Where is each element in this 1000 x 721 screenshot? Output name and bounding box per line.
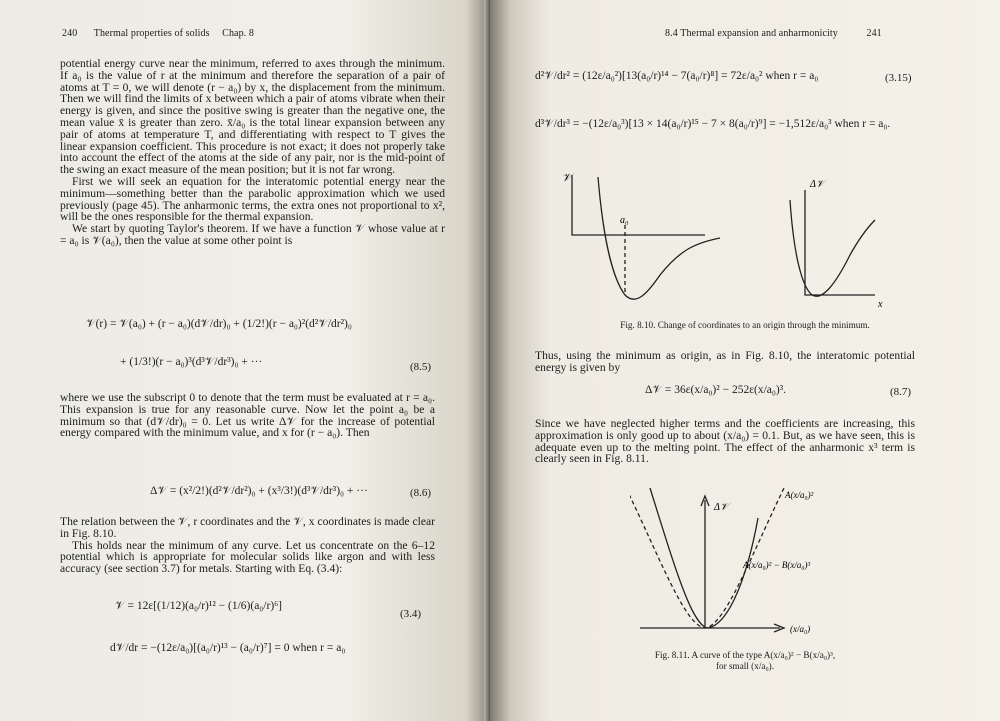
- fig-8-11: [630, 478, 890, 643]
- fig-8-10-shifted-curve: [790, 200, 875, 296]
- left-page: [0, 0, 490, 721]
- left-chapter: Chap. 8: [222, 28, 254, 39]
- fig-8-10-left-axis: [572, 175, 705, 235]
- fig-8-11-y-label: Δ𝒱: [714, 502, 729, 513]
- right-running-head: [665, 28, 882, 39]
- fig-8-10-minimum-label: a₀: [620, 215, 629, 226]
- fig-8-10: [550, 165, 910, 315]
- fig-8-11-caption-line1: Fig. 8.11. A curve of the type A(x/a₀)² − B(x/a₀)³,: [654, 650, 836, 660]
- right-running-title: Thermal expansion and anharmonicity: [680, 28, 838, 39]
- fig-8-10-x-label: x: [878, 299, 883, 310]
- fig-8-10-left-axis-label: 𝒱: [562, 172, 572, 184]
- eq-3-4: 𝒱 = 12ε[(1/12)(a₀/r)¹² − (1/6)(a₀/r)⁶]: [115, 600, 282, 612]
- left-paragraph-3: We start by quoting Taylor's theorem. If we have a function 𝒱 whose value at r = a₀ is 𝒱(a₀), then the value at some other point is: [60, 222, 445, 247]
- eq-8-6-number: (8.6): [410, 487, 432, 499]
- left-page-number: 240: [62, 28, 78, 39]
- eq-3-15-number: (3.15): [885, 72, 912, 84]
- fig-8-11-curve-parabola: [630, 488, 784, 628]
- eq-third-derivative: d³𝒱/dr³ = −(12ε/a₀³)[13 × 14(a₀/r)¹⁵ − 7 × 8(a₀/r)⁹] = −1,512ε/a₀³ when r = a₀.: [535, 118, 891, 130]
- left-paragraph-4: where we use the subscript 0 to denote that the term must be evaluated at r = a₀. This expansion is true for any reasonable curve. Now let the point a₀ be a minimum so that (d𝒱/dr)₀ = 0. Let us write Δ𝒱 for the increase of potential energy compared with the minimum value, and x for (r − a₀). Then: [60, 391, 435, 440]
- fig-8-11-caption: [595, 650, 895, 671]
- left-body-top: [60, 58, 445, 247]
- eq-8-7: Δ𝒱 = 36ε(x/a₀)² − 252ε(x/a₀)³.: [645, 384, 787, 396]
- left-paragraph-2: First we will seek an equation for the interatomic potential energy near the minimum—something better than the parabolic approximation which we used previously (page 45). The anharmonic terms, the extra ones not proportional to x², will be the ones responsible for the thermal expansion.: [60, 174, 445, 224]
- fig-8-11-curve-anharmonic: [650, 488, 758, 628]
- left-body-bottom: [60, 516, 435, 575]
- left-paragraph-1: potential energy curve near the minimum, referred to axes through the minimum. If a₀ is the value of r at the minimum and therefore the separation of a pair of atoms at T = 0, we will denote (r − a₀) by x, the displacement from the minimum. Then we will find the limits of x between which a pair of atoms vibrate when their energy is given, and since the positive swing is greater than the negative one, the mean value x̄ is greater than zero. x̄/a₀ is the total linear expansion between any pair of atoms at temperature T, and differentiating with respect to T gives the linear expansion coefficient. This procedure is not exact; it does not properly take into account the effect of the atoms at the side of any pair, nor is the mid-point of the swing an exact measure of the mean position; but it is not far wrong.: [60, 57, 445, 177]
- fig-8-11-curve-ab-label: A(x/a₀)² − B(x/a₀)³: [743, 560, 811, 570]
- left-running-title: Thermal properties of solids: [93, 28, 210, 39]
- fig-8-11-curve-a-label: A(x/a₀)²: [785, 490, 814, 500]
- left-paragraph-6: This holds near the minimum of any curve. Let us concentrate on the 6–12 potential which is appropriate for molecular solids like argon and with less accuracy (see section 3.7) for metals. Starting with Eq. (3.4):: [60, 538, 435, 576]
- right-body-1: [535, 350, 915, 374]
- fig-8-11-x-label: (x/a₀): [790, 624, 811, 634]
- eq-8-7-number: (8.7): [890, 386, 912, 398]
- eq-8-5-line1: 𝒱(r) = 𝒱(a₀) + (r − a₀)(d𝒱/dr)₀ + (1/2!)(r − a₀)²(d²𝒱/dr²)₀: [86, 318, 352, 330]
- fig-8-10-caption: Fig. 8.10. Change of coordinates to an origin through the minimum.: [620, 320, 870, 330]
- eq-8-5-number: (8.5): [410, 361, 432, 373]
- left-running-head: [62, 28, 254, 39]
- fig-8-10-potential-curve: [598, 177, 720, 299]
- right-paragraph-1: Thus, using the minimum as origin, as in Fig. 8.10, the interatomic potential energy is given by: [535, 349, 915, 374]
- left-body-middle: [60, 392, 435, 439]
- left-paragraph-5: The relation between the 𝒱, r coordinates and the 𝒱, x coordinates is made clear in Fig. 8.10.: [60, 515, 435, 540]
- fig-8-10-right-axis-label: Δ𝒱: [810, 179, 825, 190]
- fig-8-10-right-axis: [805, 190, 875, 295]
- eq-3-15: d²𝒱/dr² = (12ε/a₀²)[13(a₀/r)¹⁴ − 7(a₀/r)⁸] = 72ε/a₀² when r = a₀: [535, 70, 819, 82]
- right-body-2: [535, 418, 915, 465]
- right-paragraph-2: Since we have neglected higher terms and the coefficients are increasing, this approximation is only good up to about (x/a₀) = 0.1. But, as we have seen, this is adequate even up to the melting point. The effect of the anharmonic x³ term is clearly seen in Fig. 8.11.: [535, 417, 915, 466]
- eq-8-5-line2: + (1/3!)(r − a₀)³(d³𝒱/dr³)₀ + ···: [120, 356, 263, 368]
- right-section-number: 8.4: [665, 28, 678, 39]
- right-page-number: 241: [866, 28, 882, 39]
- eq-3-4-number: (3.4): [400, 608, 422, 620]
- eq-8-6: Δ𝒱 = (x²/2!)(d²𝒱/dr²)₀ + (x³/3!)(d³𝒱/dr³)₀ + ···: [150, 485, 368, 497]
- fig-8-11-caption-line2: for small (x/a₀).: [715, 660, 775, 671]
- eq-first-derivative: d𝒱/dr = −(12ε/a₀)[(a₀/r)¹³ − (a₀/r)⁷] = 0 when r = a₀: [110, 642, 346, 654]
- right-page: [490, 0, 1000, 721]
